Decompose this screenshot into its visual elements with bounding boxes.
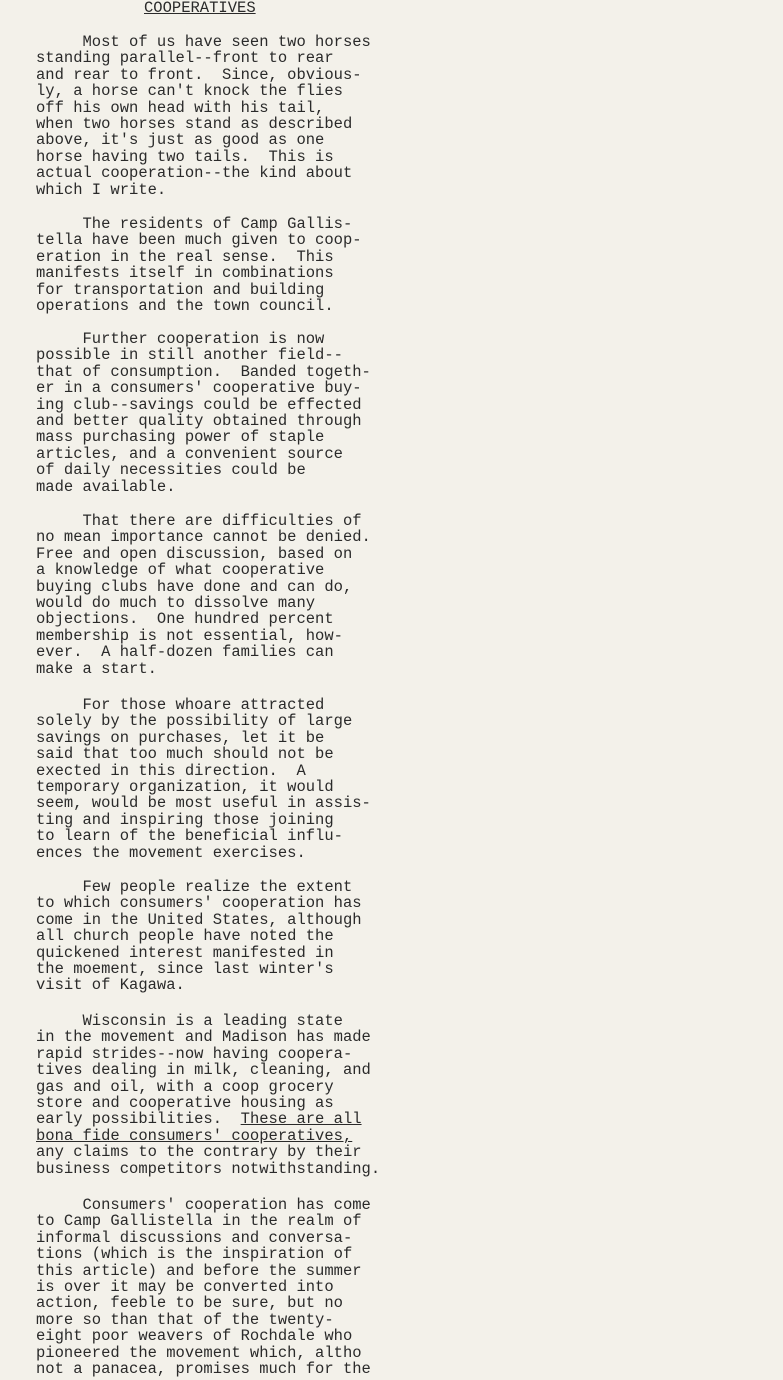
text-line: come in the United States, although bbox=[36, 910, 362, 929]
line-prefix: early possibilities. bbox=[36, 1110, 241, 1129]
text-line: which I write. bbox=[36, 180, 167, 199]
text-line: manifests itself in combinations bbox=[36, 264, 334, 283]
text-line: ences the movement exercises. bbox=[36, 843, 306, 862]
text-line: more so than that of the twenty- bbox=[36, 1310, 334, 1329]
text-line: quickened interest manifested in bbox=[36, 943, 334, 962]
text-line: and better quality obtained through bbox=[36, 412, 362, 431]
underlined-line-a bbox=[36, 1111, 380, 1127]
paragraph-6 bbox=[36, 879, 362, 994]
text-line: objections. One hundred percent bbox=[36, 610, 334, 629]
paragraph-1 bbox=[36, 34, 371, 198]
text-line: operations and the town council. bbox=[36, 297, 334, 316]
text-line: Few people realize the extent bbox=[36, 878, 353, 896]
paragraph-4 bbox=[36, 513, 371, 677]
text-line: this article) and before the summer bbox=[36, 1261, 362, 1280]
text-line: pioneered the movement which, altho bbox=[36, 1343, 362, 1362]
paragraph-8 bbox=[36, 1197, 371, 1377]
text-line: business competitors notwithstanding. bbox=[36, 1159, 381, 1178]
text-line: ever. A half-dozen families can bbox=[36, 643, 334, 662]
text-line: any claims to the contrary by their bbox=[36, 1143, 362, 1162]
underlined-text-a: These are all bbox=[240, 1110, 362, 1129]
text-line: store and cooperative housing as bbox=[36, 1094, 334, 1113]
text-line: eight poor weavers of Rochdale who bbox=[36, 1327, 353, 1346]
text-line: membership is not essential, how- bbox=[36, 626, 343, 645]
article-title: COOPERATIVES bbox=[144, 0, 256, 17]
text-line: tella have been much given to coop- bbox=[36, 231, 362, 250]
text-line: visit of Kagawa. bbox=[36, 976, 185, 995]
text-line: said that too much should not be bbox=[36, 745, 334, 764]
text-line: That there are difficulties of bbox=[36, 512, 362, 530]
paragraph-3 bbox=[36, 331, 371, 495]
text-line: standing parallel--front to rear bbox=[36, 49, 334, 68]
text-line: Most of us have seen two horses bbox=[36, 33, 371, 51]
text-line: The residents of Camp Gallis- bbox=[36, 215, 353, 233]
text-line: Further cooperation is now bbox=[36, 330, 325, 348]
text-line: tives dealing in milk, cleaning, and bbox=[36, 1061, 371, 1080]
text-line: is over it may be converted into bbox=[36, 1278, 334, 1297]
text-line: would do much to dissolve many bbox=[36, 594, 316, 613]
text-line: tions (which is the inspiration of bbox=[36, 1245, 353, 1264]
text-line: that of consumption. Banded togeth- bbox=[36, 362, 371, 381]
text-line: eration in the real sense. This bbox=[36, 247, 334, 266]
text-line: buying clubs have done and can do, bbox=[36, 577, 353, 596]
text-line: articles, and a convenient source bbox=[36, 444, 343, 463]
text-line: to which consumers' cooperation has bbox=[36, 894, 362, 913]
underlined-line-b: bona fide consumers' cooperatives, bbox=[36, 1126, 353, 1145]
text-line: to learn of the beneficial influ- bbox=[36, 827, 343, 846]
text-line: in the movement and Madison has made bbox=[36, 1028, 371, 1047]
text-line: to Camp Gallistella in the realm of bbox=[36, 1212, 362, 1231]
text-line: temporary organization, it would bbox=[36, 778, 334, 797]
text-line: gas and oil, with a coop grocery bbox=[36, 1077, 334, 1096]
text-line: informal discussions and conversa- bbox=[36, 1228, 353, 1247]
text-line: er in a consumers' cooperative buy- bbox=[36, 379, 362, 398]
text-line: a knowledge of what cooperative bbox=[36, 561, 325, 580]
text-line: all church people have noted the bbox=[36, 927, 334, 946]
text-line: ing club--savings could be effected bbox=[36, 395, 362, 414]
text-line: For those whoare attracted bbox=[36, 696, 325, 714]
text-line: and rear to front. Since, obvious- bbox=[36, 65, 362, 84]
text-line: ly, a horse can't knock the flies bbox=[36, 82, 343, 101]
text-line: possible in still another field-- bbox=[36, 346, 343, 365]
text-line: for transportation and building bbox=[36, 280, 325, 299]
text-line: Consumers' cooperation has come bbox=[36, 1196, 371, 1214]
text-line: seem, would be most useful in assis- bbox=[36, 794, 371, 813]
paragraph-5 bbox=[36, 697, 371, 861]
text-line: exected in this direction. A bbox=[36, 761, 306, 780]
text-line: ting and inspiring those joining bbox=[36, 810, 334, 829]
text-line: solely by the possibility of large bbox=[36, 712, 353, 731]
text-line: made available. bbox=[36, 477, 176, 496]
text-line: Wisconsin is a leading state bbox=[36, 1012, 343, 1030]
text-line: not a panacea, promises much for the bbox=[36, 1360, 371, 1379]
text-line: the moement, since last winter's bbox=[36, 960, 334, 979]
text-line: off his own head with his tail, bbox=[36, 98, 325, 117]
text-line: savings on purchases, let it be bbox=[36, 728, 325, 747]
text-line: action, feeble to be sure, but no bbox=[36, 1294, 343, 1313]
text-line: rapid strides--now having coopera- bbox=[36, 1044, 353, 1063]
text-line: of daily necessities could be bbox=[36, 461, 306, 480]
text-line: no mean importance cannot be denied. bbox=[36, 528, 371, 547]
text-line: Free and open discussion, based on bbox=[36, 544, 353, 563]
text-line: actual cooperation--the kind about bbox=[36, 164, 353, 183]
text-line: horse having two tails. This is bbox=[36, 147, 334, 166]
text-line: mass purchasing power of staple bbox=[36, 428, 325, 447]
text-line: make a start. bbox=[36, 659, 157, 678]
text-line: when two horses stand as described bbox=[36, 115, 353, 134]
paragraph-2 bbox=[36, 216, 362, 314]
text-line: above, it's just as good as one bbox=[36, 131, 325, 150]
paragraph-7 bbox=[36, 1013, 380, 1177]
